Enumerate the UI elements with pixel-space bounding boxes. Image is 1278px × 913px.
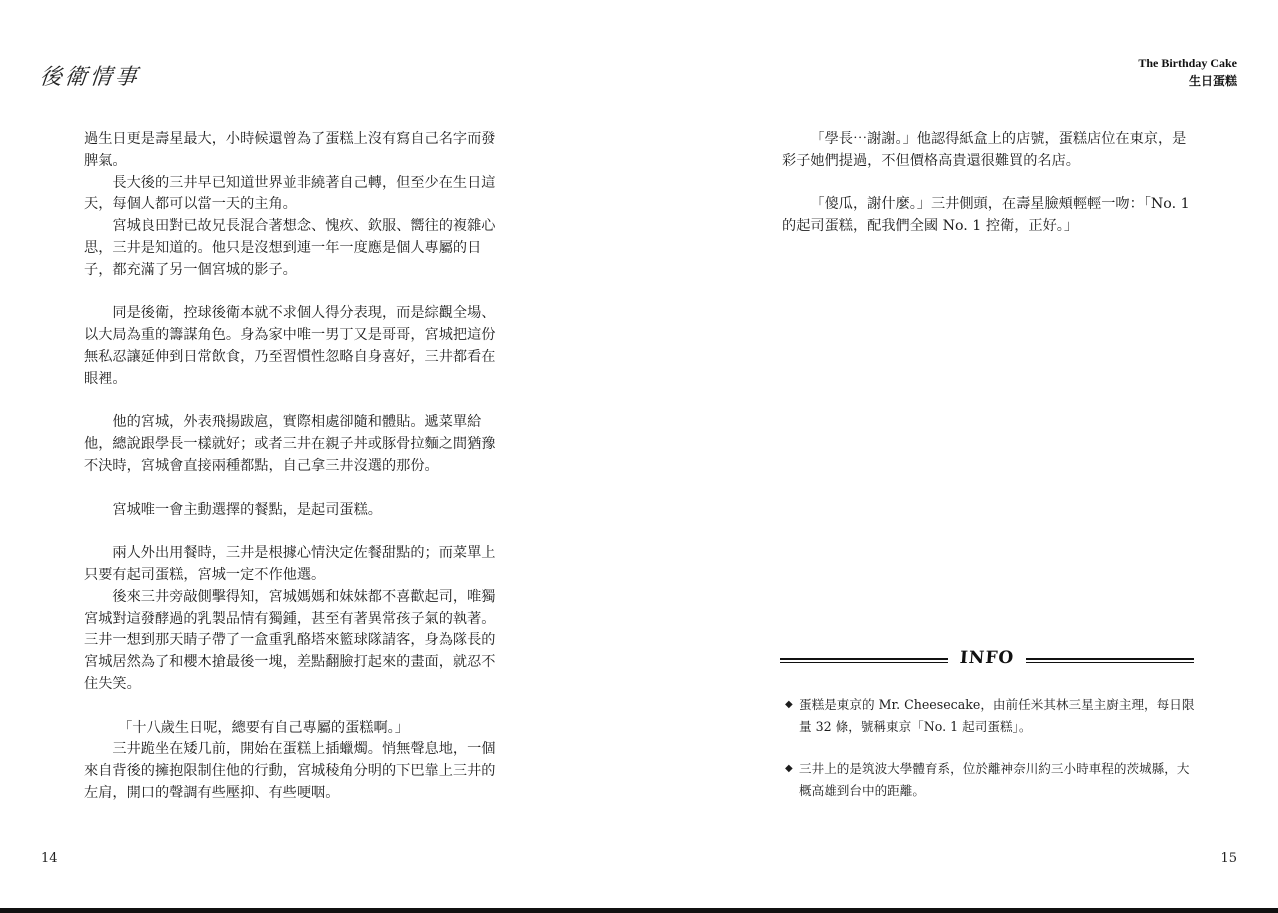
info-item (785, 758, 1199, 801)
dialogue-line: 「十八歲生日呢，總要有自己專屬的蛋糕啊。」 (118, 719, 409, 736)
info-title: INFO (959, 648, 1015, 668)
paragraph: 兩人外出用餐時，三井是根據心情決定佐餐甜點的；而菜單上只要有起司蛋糕，宮城一定不作他選。 (84, 545, 496, 583)
paragraph: 三井跪坐在矮几前，開始在蛋糕上插蠟燭。悄無聲息地，一個來自背後的擁抱限制住他的行動，宮城稜角分明的下巴靠上三井的左肩，開口的聲調有些壓抑、有些哽咽。 (84, 741, 496, 801)
dialogue-paragraph: 「學長⋯謝謝。」他認得紙盒上的店號，蛋糕店位在東京，是彩子她們提過，不但價格高貴還很難買的名店。 (782, 131, 1187, 169)
info-item-text: 蛋糕是東京的 Mr. Cheesecake，由前任米其林三星主廚主理，每日限量 32 條，號稱東京「No. 1 起司蛋糕」。 (799, 697, 1195, 734)
paragraph: 長大後的三井早已知道世界並非繞著自己轉，但至少在生日這天，每個人都可以當一天的主角。 (84, 174, 496, 213)
chapter-title-en: The Birthday Cake (1138, 56, 1237, 70)
dialogue-paragraph: 「傻瓜，謝什麼。」三井側頭，在壽星臉頰輕輕一吻：「No. 1 的起司蛋糕，配我們全國 No. 1 控衛，正好。」 (782, 196, 1190, 235)
right-page (639, 0, 1278, 905)
paragraph: 同是後衛，控球後衛本就不求個人得分表現，而是綜觀全場、以大局為重的籌謀角色。身為家中唯一男丁又是哥哥，宮城把這份無私忍讓延伸到日常飲食，乃至習慣性忽略自身喜好，三井都看在眼裡。 (84, 305, 496, 387)
running-head (1138, 55, 1237, 89)
paragraph: 過生日更是壽星最大，小時候還曾為了蛋糕上沒有寫自己名字而發脾氣。 (84, 131, 496, 169)
paragraph: 宮城唯一會主動選擇的餐點，是起司蛋糕。 (112, 501, 382, 518)
chapter-title-zh: 生日蛋糕 (1188, 74, 1237, 88)
info-list (785, 694, 1199, 801)
page-number: 14 (41, 851, 58, 866)
info-item-text: 三井上的是筑波大學體育系，位於離神奈川約三小時車程的茨城縣，大概高雄到台中的距離。 (799, 761, 1190, 798)
paragraph: 他的宮城，外表飛揚跋扈，實際相處卻隨和體貼。遞菜單給他，總說跟學長一樣就好；或者三井在親子丼或豚骨拉麵之間猶豫不決時，宮城會直接兩種都點，自己拿三井沒選的那份。 (84, 414, 496, 474)
paragraph: 宮城良田對已故兄長混合著想念、愧疚、欽服、嚮往的複雜心思，三井是知道的。他只是沒想到連一年一度應是個人專屬的日子，都充滿了另一個宮城的影子。 (84, 218, 496, 278)
info-header (780, 650, 1194, 672)
paragraph: 後來三井旁敲側擊得知，宮城媽媽和妹妹都不喜歡起司，唯獨宮城對這發酵過的乳製品情有獨鍾，甚至有著異常孩子氣的執著。三井一想到那天睛子帶了一盒重乳酪塔來籃球隊請客，身為隊長的宮城居然為了和櫻木搶最後一塊，差點翻臉打起來的畫面，就忍不住失笑。 (84, 588, 496, 692)
page-number: 15 (1220, 851, 1237, 866)
bottom-border (0, 908, 1278, 913)
diamond-bullet-icon: ◆ (785, 699, 793, 710)
series-logo: 後衛情事 (38, 65, 142, 90)
left-page (0, 0, 639, 905)
info-rule-left (780, 658, 948, 663)
info-rule-right (1026, 658, 1194, 663)
right-body-text (782, 129, 1194, 238)
diamond-bullet-icon: ◆ (785, 763, 793, 774)
info-item (785, 694, 1199, 737)
left-body-text (84, 129, 496, 805)
